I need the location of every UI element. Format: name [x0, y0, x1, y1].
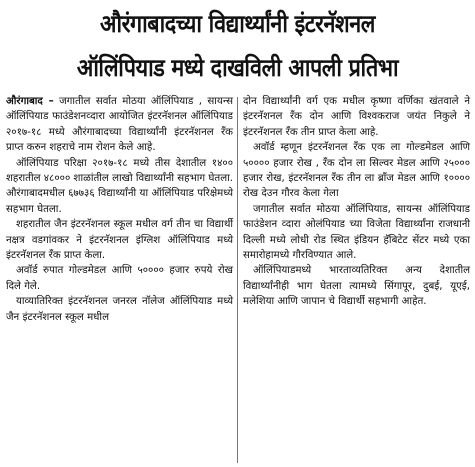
- article-paragraph: [6, 94, 233, 156]
- article-paragraph: ऑलिंपियाड परिक्षा २०१७-१८ मध्ये तीस देशातील १४०० शहरातील ४८००० शाळांतील लाखो विद्यार्थ्यांनी सहभाग घेतला. औरंगाबादमधील ६७७३६ विद्यार्थ्यांनी या ऑलिंपियाड परिक्षेमध्ये सहभाग घेतला.: [6, 157, 233, 215]
- article-paragraph: जगातील सर्वात मोठया ऑलिंपियाड, सायन्स ऑलिंपियाड फाउंडेशन व्दारा ओलंपियाड च्या विजेता विद्यार्थ्यांना राजधानी दिल्ली मध्ये लोधी रोड स्थित इंडियन हॅबिटेट सेंटर मध्ये एका समारोहामध्ये गौरविण्यात आले.: [243, 203, 470, 262]
- article-paragraph: ऑलिंपियाडमध्ये भारताव्यतिरिक्त अन्य देशातील विद्यार्थ्यांनीही भाग घेतला त्यामध्ये सिंगापूर, दुबई, यूएई, मलेशिया आणि जापान चे विद्यार्थी सहभागी आहेत.: [243, 265, 470, 308]
- article-column-right: [243, 94, 470, 310]
- article-paragraph: याव्यातिरिक्त इंटरनॅशनल जनरल नॉलेज ऑलिंपियाड मध्ये जैन इंटरनॅशनल स्कूल मधील: [6, 296, 233, 323]
- article-paragraph: शहरातील जैन इंटरनॅशनल स्कूल मधील वर्ग तीन चा विद्यार्थी नक्षत्र वडगांवकर ने इंटरनॅशनल इंग्लिश ऑलिंपियाड मध्ये इंटरनॅशनल रॅंक प्राप्त केला.: [6, 219, 233, 262]
- headline-line-1: औरंगाबादच्या विद्यार्थ्यांनी इंटरनॅशनल: [100, 9, 375, 38]
- article-column-left: [6, 94, 233, 325]
- dateline: औरंगाबाद –: [6, 96, 54, 107]
- article-paragraph: अवॉर्ड रुपात गोल्डमेडल आणि ५०००० हजार रुपये रोख दिले गेले.: [6, 265, 233, 292]
- headline: [0, 0, 475, 92]
- article-paragraph: दोन विद्यार्थ्यांनी वर्ग एक मधील कृष्णा वर्णिका खंतवाले ने इंटरनॅशनल रॅंक दोन आणि विश्वकराज जयंत निकुले ने इंटरनॅशनल रॅंक तीन प्राप्त केला आहे.: [243, 96, 470, 138]
- article-paragraph: अवॉर्ड म्हणून इंटरनॅशनल रॅंक एक ला गोल्डमेडल आणि ५०००० हजार रोख , रॅंक दोन ला सिल्वर मेडल आणि २५००० हजार रोख, इंटरनॅशनल रॅंक तीन ला ब्रॉंज मेडल आणि १०००० रोख देउन गौरव केला गेला: [243, 142, 470, 200]
- headline-line-2: ऑलिंपियाड मध्ये दाखविली आपली प्रतिभा: [76, 53, 399, 82]
- article-paragraph-text: जगातील सर्वात मोठया ऑलिंपियाड , सायन्स ऑलिंपियाड फाउंडेशनव्दारा आयोजित इंटरनॅशनल ऑलिंपियाड २०१७-१८ मध्ये औरंगाबादच्या विद्यार्थ्यांनी इंटरनॅशनल रॅंक प्राप्त करुन शहराचे नाम रोशन केले आहे.: [6, 96, 233, 154]
- column-divider: [237, 97, 238, 463]
